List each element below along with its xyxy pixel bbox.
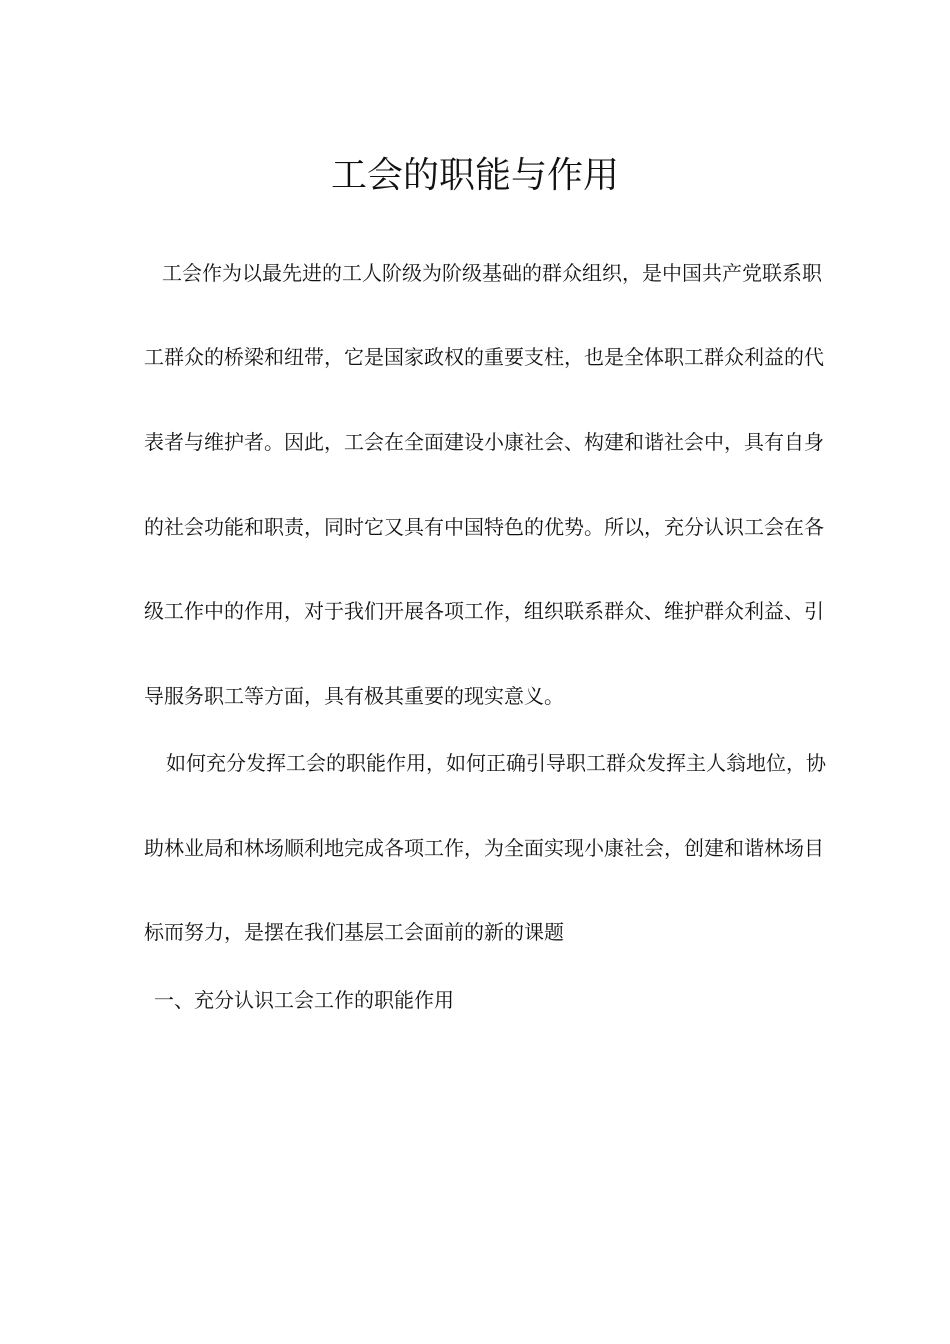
paragraph-line: 导服务职工等方面，具有极其重要的现实意义。 (144, 684, 564, 708)
section-heading: 一、充分认识工会工作的职能作用 (154, 988, 454, 1012)
paragraph-line: 表者与维护者。因此，工会在全面建设小康社会、构建和谐社会中，具有自身 (144, 430, 824, 454)
paragraph-line: 工会作为以最先进的工人阶级为阶级基础的群众组织，是中国共产党联系职 (162, 261, 822, 285)
paragraph-line: 标而努力，是摆在我们基层工会面前的新的课题 (144, 920, 564, 944)
paragraph-line: 的社会功能和职责，同时它又具有中国特色的优势。所以，充分认识工会在各 (144, 515, 824, 539)
paragraph-line: 工群众的桥梁和纽带，它是国家政权的重要支柱，也是全体职工群众利益的代 (144, 345, 824, 369)
paragraph-line: 级工作中的作用，对于我们开展各项工作，组织联系群众、维护群众利益、引 (144, 599, 824, 623)
paragraph-line: 助林业局和林场顺利地完成各项工作，为全面实现小康社会，创建和谐林场目 (144, 836, 824, 860)
paragraph-line: 如何充分发挥工会的职能作用，如何正确引导职工群众发挥主人翁地位，协 (166, 751, 826, 775)
page-title: 工会的职能与作用 (330, 155, 619, 197)
